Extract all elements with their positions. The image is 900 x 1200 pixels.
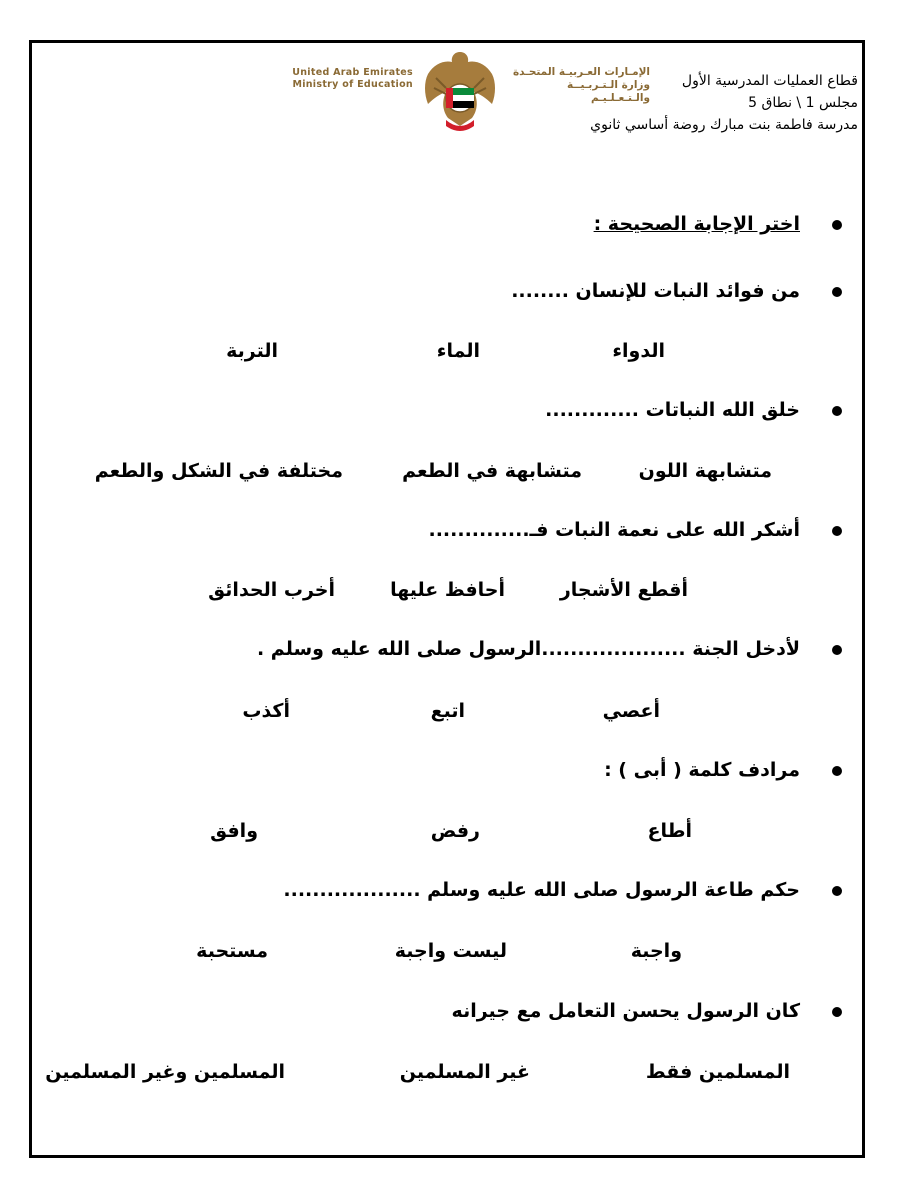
bullet [832, 526, 842, 536]
sector-line: قطاع العمليات المدرسية الأول [681, 73, 858, 89]
bullet [832, 886, 842, 896]
question-5: مرادف كلمة ( أبى ) : [604, 759, 800, 781]
q3-option-2[interactable]: أحافظ عليها [390, 579, 505, 601]
question-2: خلق الله النباتات ............. [545, 399, 800, 421]
q7-option-3[interactable]: المسلمين وغير المسلمين [45, 1061, 285, 1083]
q4-option-3[interactable]: أكذب [242, 700, 290, 722]
bullet [832, 1007, 842, 1017]
instruction-heading: اختر الإجابة الصحيحة : [593, 213, 800, 235]
q5-option-3[interactable]: وافق [210, 820, 258, 842]
q7-option-2[interactable]: غير المسلمين [399, 1061, 530, 1083]
q1-option-3[interactable]: التربة [226, 340, 278, 362]
question-1: من فوائد النبات للإنسان ........ [511, 280, 800, 302]
q1-option-2[interactable]: الماء [436, 340, 480, 362]
q5-option-2[interactable]: رفض [430, 820, 480, 842]
uae-falcon-emblem-icon [420, 48, 500, 134]
q6-option-2[interactable]: ليست واجبة [394, 940, 507, 962]
council-line: مجلس 1 \ نطاق 5 [748, 95, 858, 111]
ministry-logo-english: United Arab Emirates Ministry of Education [292, 67, 413, 90]
q1-option-1[interactable]: الدواء [612, 340, 665, 362]
q4-option-2[interactable]: اتبع [430, 700, 465, 722]
q2-option-1[interactable]: متشابهة اللون [638, 460, 772, 482]
q3-option-3[interactable]: أخرب الحدائق [208, 579, 335, 601]
q7-option-1[interactable]: المسلمين فقط [645, 1061, 790, 1083]
question-3: أشكر الله على نعمة النبات فـ.............. [428, 519, 800, 541]
question-7: كان الرسول يحسن التعامل مع جيرانه [451, 1000, 800, 1022]
bullet [832, 220, 842, 230]
question-4: لأدخل الجنة ....................الرسول صلى الله عليه وسلم . [256, 638, 800, 660]
school-name-line: مدرسة فاطمة بنت مبارك روضة أساسي ثانوي [590, 117, 858, 133]
bullet [832, 287, 842, 297]
ministry-logo-arabic: الإمـارات العـربيـة المتحـدة وزارة الـتـربـيــة والـتـعـلـيـم [512, 66, 650, 104]
q3-option-1[interactable]: أقطع الأشجار [559, 579, 688, 601]
q4-option-1[interactable]: أعصي [602, 700, 660, 722]
q6-option-3[interactable]: مستحبة [196, 940, 268, 962]
bullet [832, 766, 842, 776]
q2-option-2[interactable]: متشابهة في الطعم [402, 460, 582, 482]
bullet [832, 645, 842, 655]
bullet [832, 406, 842, 416]
q6-option-1[interactable]: واجبة [630, 940, 682, 962]
q2-option-3[interactable]: مختلفة في الشكل والطعم [94, 460, 343, 482]
question-6: حكم طاعة الرسول صلى الله عليه وسلم ................... [283, 879, 800, 901]
q5-option-1[interactable]: أطاع [647, 820, 692, 842]
